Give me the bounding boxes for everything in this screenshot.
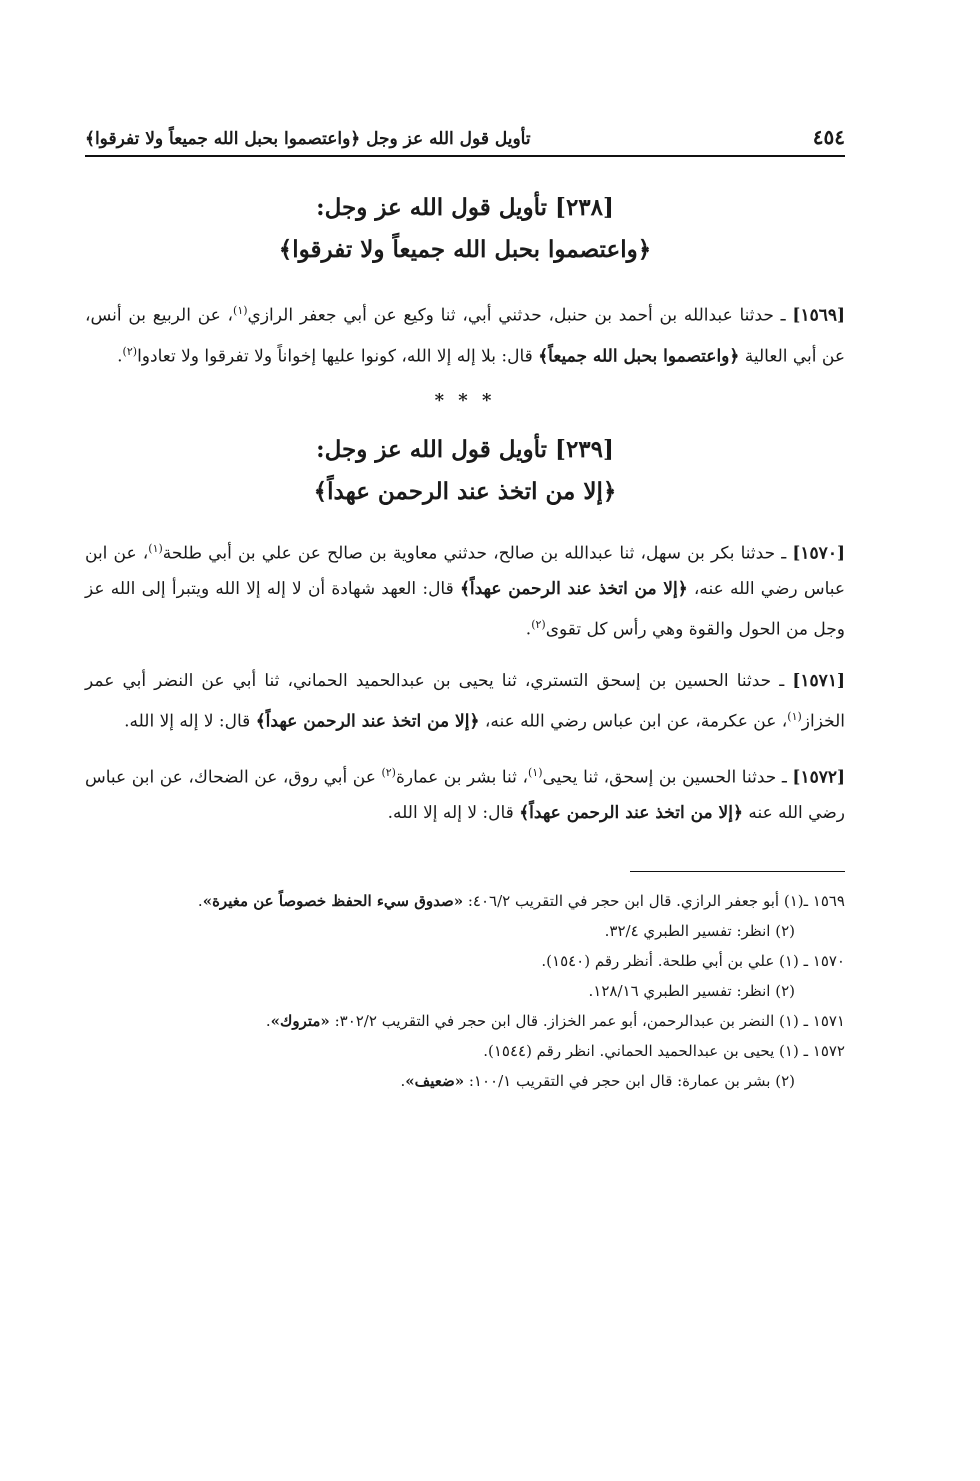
section-heading-238-line2: ﴿واعتصموا بحبل الله جميعاً ولا تفرقوا﴾ bbox=[278, 236, 652, 263]
quran-quote: ﴿إلا من اتخذ عند الرحمن عهداً﴾ bbox=[255, 711, 480, 732]
entry-text: قال: لا إله إلا الله. bbox=[124, 711, 256, 732]
entry-number: [١٥٧٢] bbox=[792, 767, 846, 788]
footnote-ref: (١) bbox=[233, 304, 248, 317]
footnote-1569-2: (٢) انظر: تفسير الطبري ٣٢/٤. bbox=[604, 921, 795, 940]
entry-text: عن أبي روق، عن الضحاك، عن ابن عباس رضي الله عنه bbox=[85, 767, 845, 823]
quran-quote: ﴿واعتصموا بحبل الله جميعاً﴾ bbox=[538, 346, 740, 367]
entry-number: [١٥٧٠] bbox=[792, 543, 845, 564]
entry-text: ، عن الربيع بن أنس، عن أبي العالية bbox=[85, 305, 845, 367]
footnote-ref: (٢) bbox=[531, 617, 546, 631]
footnote-ref: (١) bbox=[527, 766, 543, 780]
quran-quote: ﴿إلا من اتخذ عند الرحمن عهداً﴾ bbox=[519, 802, 743, 823]
entry-text: ، عن عكرمة، عن ابن عباس رضي الله عنه، bbox=[479, 711, 788, 732]
entry-text: ـ حدثنا بكر بن سهل، ثنا عبدالله بن صالح، حدثني معاوية بن صالح عن علي بن أبي طلحة bbox=[162, 543, 787, 564]
footnote-ref: (٢) bbox=[122, 344, 138, 358]
footnote-ref: (١) bbox=[148, 542, 163, 556]
entry-1570 bbox=[85, 531, 845, 647]
quran-quote: ﴿إلا من اتخذ عند الرحمن عهداً﴾ bbox=[459, 578, 688, 599]
footnote-ref: (٢) bbox=[381, 766, 396, 780]
footnote-1571-1 bbox=[85, 1006, 845, 1036]
footnote-text: ١٥٧١ ـ (١) النضر بن عبدالرحمن، أبو عمر الخزاز. قال ابن حجر في التقريب ٣٠٢/٢: bbox=[329, 1011, 845, 1030]
entry-text: . bbox=[525, 619, 532, 640]
entry-1572 bbox=[85, 755, 845, 831]
footnote-text: ١٥٦٩ ـ(١) أبو جعفر الرازي. قال ابن حجر في التقريب ٤٠٦/٢: bbox=[463, 891, 845, 910]
entry-1571 bbox=[85, 664, 845, 740]
entry-text: ـ حدثنا عبدالله بن أحمد بن حنبل، حدثني أبي، ثنا وكيع عن أبي جعفر الرازي bbox=[247, 305, 786, 326]
footnotes bbox=[85, 886, 845, 1096]
footnote-text: . bbox=[197, 891, 203, 910]
entry-1569 bbox=[85, 293, 845, 374]
footnote-quote: «متروك» bbox=[270, 1011, 330, 1030]
entry-text: ، عن ابن عباس رضي الله عنه، bbox=[85, 543, 846, 599]
footnote-1572-2 bbox=[85, 1066, 845, 1096]
footnote-quote: «صدوق سيء الحفظ خصوصاً عن مغيرة» bbox=[202, 891, 464, 910]
footnote-text: (٢) بشر بن عمارة: قال ابن حجر في التقريب ١٠٠/١: bbox=[464, 1071, 795, 1090]
entry-text: ، ثنا بشر بن عمارة bbox=[395, 767, 528, 788]
entry-number: [١٥٦٩] bbox=[792, 305, 846, 326]
page-number: ٤٥٤ bbox=[812, 125, 845, 149]
footnote-ref: (١) bbox=[787, 709, 802, 723]
entry-text: قال: بلا إله إلا الله، كونوا عليها إخواناً ولا تفرقوا ولا تعادوا bbox=[137, 346, 539, 367]
book-page bbox=[85, 125, 845, 1096]
section-heading-239-line2: ﴿إلا من اتخذ عند الرحمن عهداً﴾ bbox=[313, 478, 617, 506]
entry-text: ـ حدثنا الحسين بن إسحق، ثنا يحيى bbox=[542, 767, 787, 788]
entry-text: ـ حدثنا الحسين بن إسحق التستري، ثنا يحيى بن عبدالحميد الحماني، ثنا أبي عن النضر أبي عمر الخزاز bbox=[85, 670, 845, 732]
footnote-text: . bbox=[400, 1071, 406, 1090]
footnote-1570-1: ١٥٧٠ ـ (١) علي بن أبي طلحة. أنظر رقم (١٥٤٠). bbox=[541, 951, 845, 970]
entry-text: قال: لا إله إلا الله. bbox=[387, 802, 520, 823]
footnote-1570-2: (٢) انظر: تفسير الطبري ١٢٨/١٦. bbox=[588, 981, 795, 1000]
footnote-text: . bbox=[265, 1011, 271, 1030]
section-separator: * * * bbox=[434, 390, 496, 412]
footnote-divider bbox=[630, 871, 845, 872]
entry-number: [١٥٧١] bbox=[792, 670, 845, 691]
running-header bbox=[85, 125, 845, 157]
entry-text: قال: العهد شهادة أن لا إله إلا الله ويتبرأ إلى الله عز وجل من الحول والقوة وهي رأس كل تقوى bbox=[85, 578, 845, 640]
section-heading-239 bbox=[85, 429, 845, 513]
section-heading-239-line1: [٢٣٩] تأويل قول الله عز وجل: bbox=[316, 436, 614, 464]
section-heading-238-line1: [٢٣٨] تأويل قول الله عز وجل: bbox=[316, 194, 614, 221]
footnote-quote: «ضعيف» bbox=[405, 1071, 465, 1090]
footnote-1572-1: ١٥٧٢ ـ (١) يحيى بن عبدالحميد الحماني. انظر رقم (١٥٤٤). bbox=[483, 1041, 845, 1060]
footnote-1569-1 bbox=[85, 886, 845, 916]
entry-text: . bbox=[117, 346, 123, 367]
section-heading-238 bbox=[85, 187, 845, 271]
running-title: تأويل قول الله عز وجل ﴿واعتصموا بحبل الله جميعاً ولا تفرقوا﴾ bbox=[85, 129, 531, 149]
